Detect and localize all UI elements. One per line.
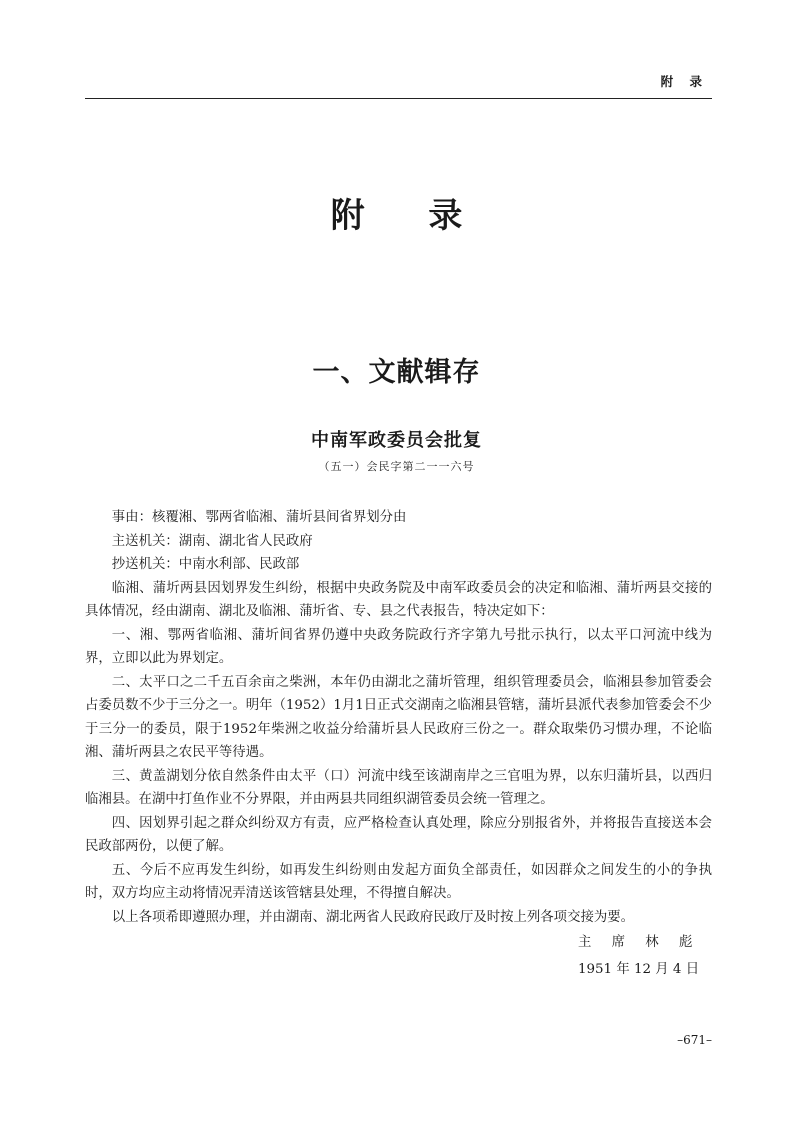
- header-rule: [85, 98, 712, 99]
- signature-date: 1951 年 12 月 4 日: [578, 962, 700, 977]
- page-number: –671–: [677, 1033, 712, 1047]
- section-title: 一、文献辑存: [312, 357, 481, 388]
- signatory: 主 席 林 彪: [578, 935, 701, 950]
- paragraph: 临湘、蒲圻两县因划界发生纠纷，根据中央政务院及中南军政委员会的决定和临湘、蒲圻两县交接的具体情况，经由湖南、湖北及临湘、蒲圻省、专、县之代表报告，特决定如下：: [85, 580, 712, 619]
- paragraph: 四、因划界引起之群众纠纷双方有责，应严格检查认真处理，除应分别报省外，并将报告直接送本会民政部两份，以便了解。: [85, 815, 712, 854]
- document-body: [85, 506, 712, 929]
- document-title: 中南军政委员会批复: [311, 430, 482, 451]
- paragraph: 事由：核覆湘、鄂两省临湘、蒲圻县间省界划分由: [111, 510, 407, 525]
- running-head: 附 录: [660, 74, 708, 89]
- signature-block: [578, 929, 718, 983]
- paragraph: 主送机关：湖南、湖北省人民政府: [111, 533, 313, 549]
- paragraph: 以上各项希即遵照办理，并由湖南、湖北两省人民政府民政厅及时按上列各项交接为要。: [111, 909, 635, 925]
- document-number: （五一）会民字第二一一六号: [318, 460, 475, 473]
- paragraph: 三、黄盖湖划分依自然条件由太平（口）河流中线至该湖南岸之三官咀为界，以东归蒲圻县，以西归临湘县。在湖中打鱼作业不分界限，并由两县共同组织湖管委员会统一管理之。: [85, 768, 712, 807]
- paragraph: 一、湘、鄂两省临湘、蒲圻间省界仍遵中央政务院政行齐字第九号批示执行，以太平口河流中线为界，立即以此为界划定。: [85, 627, 712, 666]
- paragraph: 抄送机关：中南水利部、民政部: [111, 557, 300, 572]
- paragraph: 五、今后不应再发生纠纷，如再发生纠纷则由发起方面负全部责任，如因群众之间发生的小的争执时，双方均应主动将情况弄清送该管辖县处理，不得擅自解决。: [85, 862, 712, 901]
- appendix-title: 附 录: [330, 196, 489, 236]
- paragraph: 二、太平口之二千五百余亩之柴洲，本年仍由湖北之蒲圻管理，组织管理委员会，临湘县参加管委会占委员数不少于三分之一。明年（1952）1月1日正式交湖南之临湘县管辖，蒲圻县派代表参加管委会不少于三分一的委员，限于1952年柴洲之收益分给蒲圻县人民政府三份之一。群众取柴仍习惯办理，不论临湘、蒲圻两县之农民平等待遇。: [85, 674, 712, 760]
